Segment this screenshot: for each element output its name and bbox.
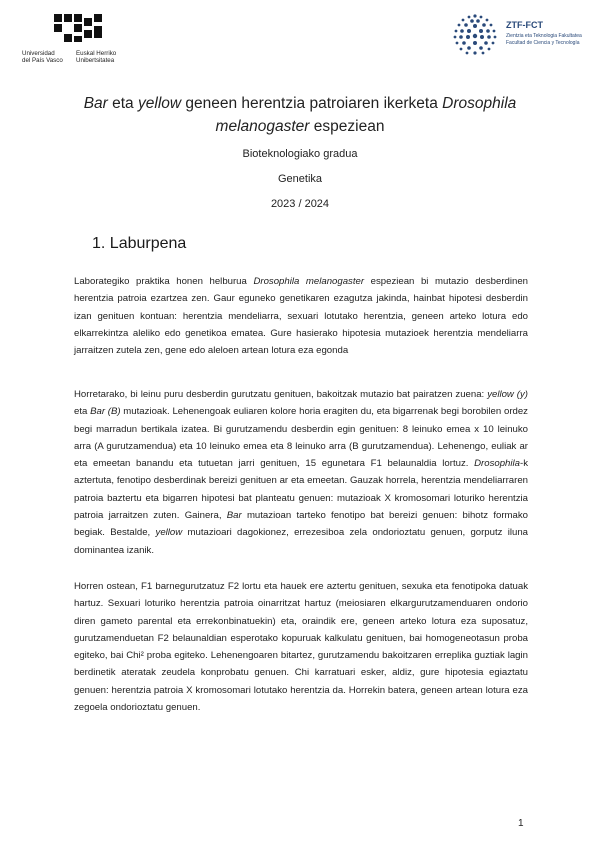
- ztf-fct-subtitle-es: Facultad de Ciencia y Tecnología: [506, 40, 580, 46]
- ztf-fct-logo: [450, 12, 590, 58]
- title-italic-bar: Bar: [83, 95, 108, 112]
- section-heading: 1. Laburpena: [92, 235, 187, 252]
- upv-ehu-emblem-icon: [50, 12, 110, 46]
- title-italic-species: Drosophila melanogaster: [215, 95, 517, 135]
- title-text: eta: [107, 95, 138, 112]
- page-number: 1: [518, 818, 524, 829]
- abstract-paragraph-2: Horretarako, bi leinu puru desberdin gurutzatu genituen, bakoitzak mutazio bat pairatzen zuena: yellow (y) eta Bar (B) mutazioak. Lehenengoak euliaren kolore horia eragiten du, eta bigarrenak begi borobilen ordez begi marradun bertikala izatea. Bi gurutzamendu desberdin egin genituen: 8 leinuko emea x 10 leinuko arra (A gurutzamendua) eta 10 leinuko emea eta 8 leinuko arra (B gurutzamendua). Lehenengo, euliak ar eta emeetan banandu eta tutuetan jarri genituen, 15 egunetara F1 belaunaldia lortuz. Drosophila-k aztertuta, fenotipo desberdinak bereizi genituen ar eta emeetan. Gauzak horrela, herentzia mendeliarraren patroia baztertu eta bigarren hipotesi bat planteatu genuen: mutazioak X kromosomari loturiko herentzia patroia jarraitzen zuten. Gainera, Bar mutazioan tarteko fenotipo bat bereizi genuen: bihotz formako begiak. Bestalde, yellow mutazioari dagokionez, errezesiboa zela ondorioztatu genuen, gorputz iluna dominantea izanik.: [74, 389, 528, 556]
- title-text: geneen herentzia patroiaren ikerketa: [181, 95, 443, 112]
- academic-year: 2023 / 2024: [270, 198, 330, 210]
- degree-label: Bioteknologiako gradua: [242, 148, 358, 160]
- document-title: [60, 92, 540, 138]
- logo-text-eu-1: Euskal Herriko: [76, 50, 117, 57]
- logo-text-eu-2: Unibertsitatea: [76, 57, 115, 64]
- ztf-fct-brand: ZTF-FCT: [506, 20, 543, 30]
- abstract-paragraph-3: Horren ostean, F1 barnegurutzatuz F2 lortu eta hauek ere aztertu genituen, sexuka eta fenotipoka datuak hartuz. Sexuari loturiko herentzia patroia oinarritzat hartuz (meiosiaren elkargurutzamenduaren ondorio diren gameto parental eta errekonbinatuekin) eta, oraindik ere, geneen arteko lotura eza suposatuz, gurutzamenduetan F2 belaunaldian esperotako kopuruak kalkulatu genituen, bai homogeneotasun proba egiteko, bai Chi² proba egiteko. Lehenengoaren bitartez, gurutzamendu bakoitzaren erreplika guztiak lagin berdinetik ateratak zeudela konprobatu genuen. Chi karratuari esker, aldiz, gure hipotesia egiaztatu genuen: herentzia patroia X kromosomari lotutako herentzia da. Horrekin batera, geneen artean lotura eza zegoela ondorioztatu genuen.: [74, 581, 528, 714]
- logo-text-es-2: del País Vasco: [22, 57, 63, 64]
- abstract-paragraph-1: Laborategiko praktika honen helburua Drosophila melanogaster espeziean bi mutazio desberdinen herentzia patroia ezartzea zen. Gaur eguneko genetikaren ezagutza jakinda, hainbat hipotesi desberdin izan genituen kontuan: herentzia mendeliarra, sexuari lotutako herentzia, geneen arteko lotura edo elkarrekintza aleliko edo genetikoa ematea. Gure hasierako hipotesia mutazioek herentzia mendeliarra jarraitzen zutela zen, gene edo aleloen artean lotura eza egonda: [74, 276, 529, 357]
- logo-text-es-1: Universidad: [22, 50, 55, 57]
- title-italic-yellow: yellow: [138, 95, 182, 112]
- upv-ehu-logo: [22, 12, 142, 64]
- ztf-fct-subtitle-eu: Zientzia eta Teknologia Fakultatea: [506, 33, 582, 39]
- title-text: espeziean: [309, 118, 385, 135]
- ztf-fct-dots-icon: [450, 12, 500, 58]
- subject-label: Genetika: [277, 173, 323, 185]
